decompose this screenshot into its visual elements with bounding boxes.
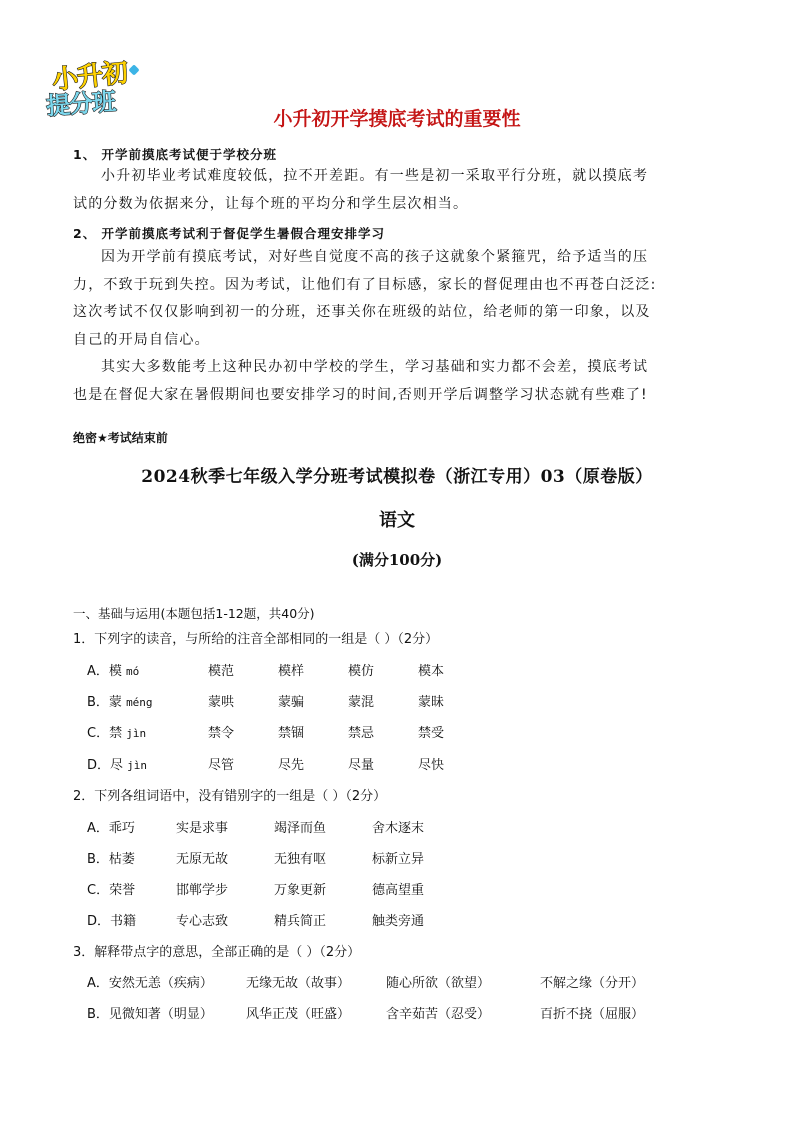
full-score: (满分100分) [351, 551, 443, 569]
q1-option-b-word: 蒙混 [348, 695, 375, 710]
q3-option-a-word: 随心所欲（欲望） [386, 976, 491, 991]
paragraph-line: 因为开学前有摸底考试，对好些自觉度不高的孩子这就象个紧箍咒，给予适当的压 [101, 249, 649, 265]
q1-option-a-label: A．模 mó [87, 664, 140, 679]
section-heading-1: 1、 开学前摸底考试便于学校分班 [73, 147, 278, 162]
paragraph-line: 试的分数为依据来分，让每个班的平均分和学生层次相当。 [73, 195, 469, 212]
sparkle-icon [128, 64, 139, 75]
q2-option-b-word: 无原无故 [176, 852, 229, 867]
q3-option-a-word: 不解之缘（分开） [540, 976, 645, 991]
paragraph-line: 自己的开局自信心。 [73, 331, 210, 348]
q2-option-b-word: 无独有呕 [274, 852, 327, 867]
q1-option-b-word: 蒙哄 [208, 695, 235, 710]
q1-option-b-word: 蒙骗 [278, 695, 305, 710]
q2-option-c-word: 万象更新 [274, 883, 327, 898]
q2-option-b-word: 标新立异 [372, 852, 425, 867]
q2-option-c-word: 德高望重 [372, 883, 425, 898]
section-heading-2: 2、 开学前摸底考试利于督促学生暑假合理安排学习 [73, 226, 386, 241]
q1-option-c-word: 禁忌 [348, 726, 375, 741]
q3-option-b-word: 含辛茹苦（忍受） [386, 1007, 491, 1022]
paragraph-line: 也是在督促大家在暑假期间也要安排学习的时间,否则开学后调整学习状态就有些难了! [73, 386, 648, 403]
q2-option-d-label: D．书籍 [87, 914, 137, 929]
q1-option-d-label: D．尽 jìn [87, 758, 148, 773]
subject-title: 语文 [379, 510, 415, 531]
q2-option-c-word: 邯郸学步 [176, 883, 229, 898]
paragraph-line: 其实大多数能考上这种民办初中学校的学生，学习基础和实力都不会差，摸底考试 [101, 359, 649, 375]
q1-option-a-word: 模本 [418, 664, 445, 679]
q1-option-c-word: 禁令 [208, 726, 235, 741]
logo-line2: 提分班 [45, 87, 117, 121]
q2-option-d-word: 触类旁通 [372, 914, 425, 929]
part-heading: 一、基础与运用(本题包括1-12题，共40分) [73, 606, 315, 621]
confidential-label: 绝密★考试结束前 [73, 431, 168, 445]
q1-option-d-word: 尽管 [208, 758, 235, 773]
q1-option-a-word: 模样 [278, 664, 305, 679]
q1-option-d-word: 尽量 [348, 758, 375, 773]
q1-option-c-word: 禁锢 [278, 726, 305, 741]
q2-option-d-word: 精兵简正 [274, 914, 327, 929]
q3-option-b-label: B．见微知著（明显） [87, 1007, 213, 1022]
question-2-stem: 2．下列各组词语中，没有错别字的一组是（ ）（2分） [73, 789, 387, 804]
paragraph-line: 小升初毕业考试难度较低，拉不开差距。有一些是初一采取平行分班，就以摸底考 [101, 168, 649, 184]
question-1-stem: 1．下列字的读音，与所给的注音全部相同的一组是（ ）（2分） [73, 632, 439, 647]
q3-option-b-word: 百折不挠（屈服） [540, 1007, 645, 1022]
q2-option-d-word: 专心志致 [176, 914, 229, 929]
q3-option-a-label: A．安然无恙（疾病） [87, 976, 213, 991]
q2-option-a-label: A．乖巧 [87, 821, 135, 836]
section-paragraph-2 [73, 244, 721, 409]
q2-option-b-label: B．枯萎 [87, 852, 135, 867]
paragraph-line: 这次考试不仅仅影响到初一的分班，还事关你在班级的站位，给老师的第一印象，以及 [73, 304, 651, 320]
q1-option-a-word: 模范 [208, 664, 235, 679]
q1-option-d-word: 尽先 [278, 758, 305, 773]
intro-title: 小升初开学摸底考试的重要性 [273, 108, 521, 130]
q3-option-a-word: 无缘无故（故事） [246, 976, 351, 991]
question-3-stem: 3．解释带点字的意思，全部正确的是（ ）（2分） [73, 945, 361, 960]
q2-option-a-word: 竭泽而鱼 [274, 821, 327, 836]
q2-option-c-label: C．荣誉 [87, 883, 136, 898]
q3-option-b-word: 风华正茂（旺盛） [246, 1007, 351, 1022]
q1-option-a-word: 模仿 [348, 664, 375, 679]
q1-option-c-label: C．禁 jìn [87, 726, 147, 741]
exam-title: 2024秋季七年级入学分班考试模拟卷（浙江专用）03（原卷版） [141, 467, 653, 487]
q1-option-c-word: 禁受 [418, 726, 445, 741]
logo-line1: 小升初 [50, 58, 129, 96]
q2-option-a-word: 实是求事 [176, 821, 229, 836]
section-paragraph-1 [73, 163, 721, 218]
paragraph-line: 力，不致于玩到失控。因为考试，让他们有了目标感，家长的督促理由也不再苍白泛泛: [73, 276, 657, 293]
q1-option-b-label: B．蒙 méng [87, 695, 153, 710]
q2-option-a-word: 舍木逐末 [372, 821, 425, 836]
q1-option-d-word: 尽快 [418, 758, 445, 773]
q1-option-b-word: 蒙昧 [418, 695, 445, 710]
